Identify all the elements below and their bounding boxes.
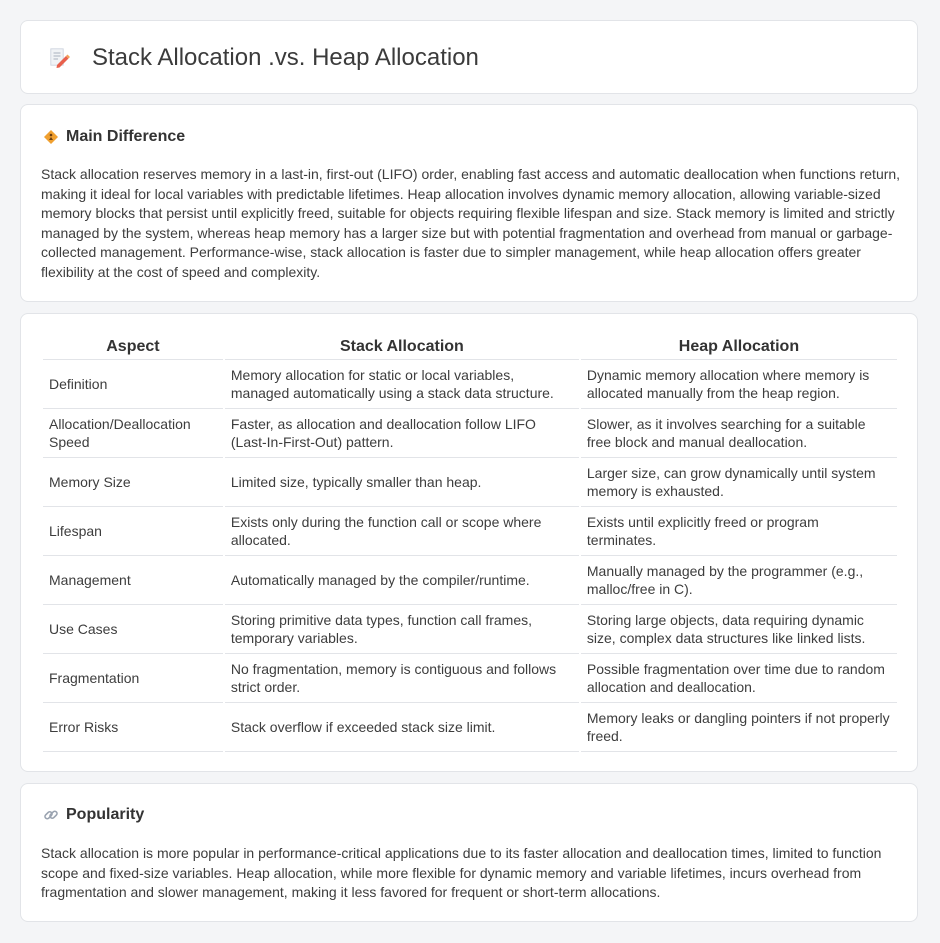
aspect-cell: Lifespan [43, 507, 223, 556]
title-card [20, 20, 918, 94]
table-row [43, 703, 897, 752]
aspect-cell: Error Risks [43, 703, 223, 752]
link-icon [43, 807, 59, 823]
stack-cell: Stack overflow if exceeded stack size limit. [225, 703, 579, 752]
header-heap-allocation: Heap Allocation [581, 335, 897, 360]
stack-cell: Faster, as allocation and deallocation follow LIFO (Last-In-First-Out) pattern. [225, 409, 579, 458]
main-difference-heading [43, 126, 185, 148]
table-row [43, 458, 897, 507]
table-row [43, 654, 897, 703]
document-edit-icon [47, 46, 71, 70]
heap-cell: Storing large objects, data requiring dynamic size, complex data structures like linked lists. [581, 605, 897, 654]
table-row [43, 556, 897, 605]
popularity-text: Stack allocation is more popular in performance-critical applications due to its faster allocation and deallocation times, limited to function scope and fixed-size variables. Heap allocation, while more flexible for dynamic memory and variable lifetimes, incurs overhead from fragmentation and slower management, making it less favored for frequent or short-term allocations. [41, 845, 882, 900]
aspect-cell: Use Cases [43, 605, 223, 654]
table-row [43, 605, 897, 654]
main-difference-card [20, 104, 918, 302]
stack-cell: No fragmentation, memory is contiguous and follows strict order. [225, 654, 579, 703]
heap-cell: Exists until explicitly freed or program terminates. [581, 507, 897, 556]
main-difference-text: Stack allocation reserves memory in a last-in, first-out (LIFO) order, enabling fast access and automatic deallocation when functions return, making it ideal for local variables with predictable lifetimes. Heap allocation involves dynamic memory allocation, allowing variable-sized memory blocks that persist until explicitly freed, suitable for objects requiring flexible lifespan and size. Stack memory is limited and strictly managed by the system, whereas heap memory has a larger size but with potential fragmentation and overhead from manual or garbage-collected management. Performance-wise, stack allocation is faster due to simpler management, while heap allocation offers greater flexibility at the cost of speed and complexity. [41, 166, 901, 280]
aspect-cell: Memory Size [43, 458, 223, 507]
comparison-card [20, 313, 918, 772]
main-difference-title: Main Difference [66, 128, 186, 145]
table-header-row [43, 335, 897, 360]
aspect-cell: Allocation/Deallocation Speed [43, 409, 223, 458]
heap-cell: Dynamic memory allocation where memory is allocated manually from the heap region. [581, 360, 897, 409]
heap-cell: Slower, as it involves searching for a suitable free block and manual deallocation. [581, 409, 897, 458]
aspect-cell: Fragmentation [43, 654, 223, 703]
stack-cell: Memory allocation for static or local variables, managed automatically using a stack data structure. [225, 360, 579, 409]
aspect-cell: Definition [43, 360, 223, 409]
table-row [43, 360, 897, 409]
stack-cell: Limited size, typically smaller than heap. [225, 458, 579, 507]
heap-cell: Memory leaks or dangling pointers if not properly freed. [581, 703, 897, 752]
heap-cell: Manually managed by the programmer (e.g., malloc/free in C). [581, 556, 897, 605]
heap-cell: Larger size, can grow dynamically until system memory is exhausted. [581, 458, 897, 507]
comparison-table [41, 335, 899, 752]
table-row [43, 507, 897, 556]
diamond-sign-icon [43, 129, 59, 145]
page-title: Stack Allocation .vs. Heap Allocation [92, 44, 479, 71]
header-stack-allocation: Stack Allocation [225, 335, 579, 360]
stack-cell: Automatically managed by the compiler/runtime. [225, 556, 579, 605]
popularity-card [20, 783, 918, 922]
header-aspect: Aspect [43, 335, 223, 360]
aspect-cell: Management [43, 556, 223, 605]
stack-cell: Storing primitive data types, function call frames, temporary variables. [225, 605, 579, 654]
popularity-heading [43, 804, 144, 826]
table-row [43, 409, 897, 458]
popularity-title: Popularity [66, 806, 145, 823]
stack-cell: Exists only during the function call or scope where allocated. [225, 507, 579, 556]
heap-cell: Possible fragmentation over time due to random allocation and deallocation. [581, 654, 897, 703]
